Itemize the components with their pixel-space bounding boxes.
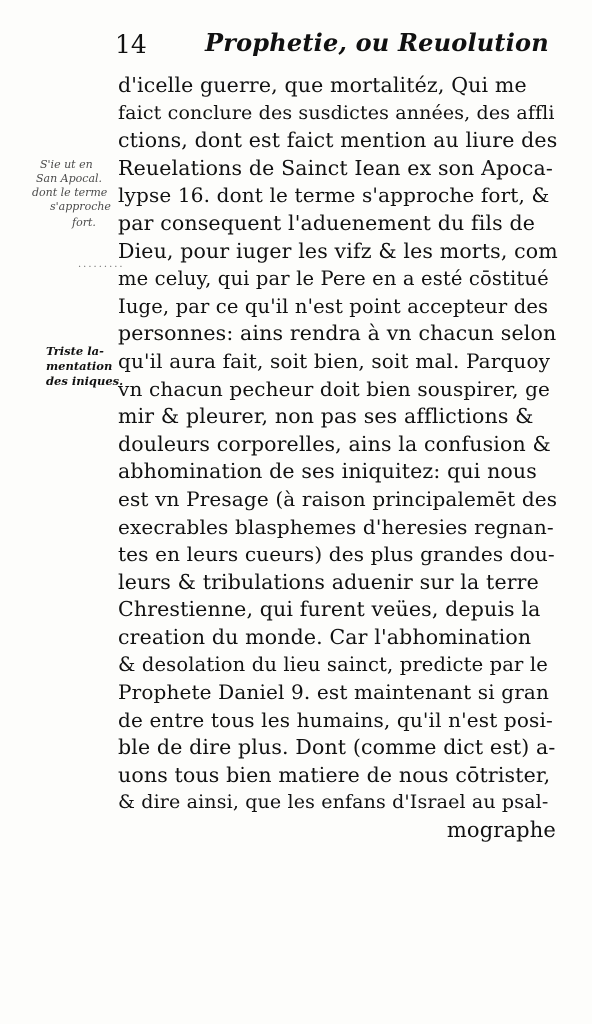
text-line: mir & pleurer, non pas ses afflictions &: [118, 404, 534, 429]
margin-notes: [0, 0, 125, 1024]
margin-note-line: des iniques.: [46, 374, 124, 388]
margin-note-line: dont le terme: [32, 186, 108, 199]
text-line: faict conclure des susdictes années, des affli: [118, 101, 555, 124]
text-line: douleurs corporelles, ains la confusion &: [118, 431, 551, 456]
text-line: Dieu, pour iuger les vifz & les morts, com: [118, 238, 558, 263]
text-line: & dire ainsi, que les enfans d'Israel au psal-: [118, 791, 549, 814]
text-line: ble de dire plus. Dont (comme dict est) a-: [118, 735, 556, 760]
margin-note-line: s'approche: [50, 200, 111, 213]
text-line: me celuy, qui par le Pere en a esté cōstitué: [118, 267, 549, 291]
text-line: abhomination de ses iniquitez: qui nous: [118, 459, 537, 484]
text-line: tes en leurs cueurs) des plus grandes dou-: [118, 542, 555, 567]
text-line: & desolation du lieu sainct, predicte par le: [118, 653, 548, 677]
text-line: Prophete Daniel 9. est maintenant si gran: [118, 680, 550, 705]
text-line: Reuelations de Sainct Iean ex son Apoca-: [118, 155, 553, 180]
text-line: personnes: ains rendra à vn chacun selon: [118, 321, 557, 346]
running-title: Prophetie, ou Reuolution: [205, 28, 549, 57]
text-line: qu'il aura fait, soit bien, soit mal. Parquoy: [118, 348, 551, 373]
text-line: de entre tous les humains, qu'il n'est posi-: [118, 707, 553, 732]
margin-note-line: San Apocal.: [36, 172, 103, 185]
text-line: Iuge, par ce qu'il n'est point accepteur des: [118, 294, 549, 318]
catchword: mographe: [446, 818, 556, 843]
margin-note-line: fort.: [72, 216, 96, 229]
text-line: ctions, dont est faict mention au liure des: [118, 128, 558, 153]
margin-dots: ·········: [78, 262, 125, 273]
text-line: uons tous bien matiere de nous cōtrister,: [118, 762, 551, 787]
text-line: leurs & tribulations aduenir sur la terre: [118, 569, 539, 594]
text-line: d'icelle guerre, que mortalitéz, Qui me: [118, 73, 527, 97]
text-line: vn chacun pecheur doit bien souspirer, ge: [118, 376, 551, 401]
text-line: est vn Presage (à raison principalemēt des: [118, 486, 558, 511]
text-line: creation du monde. Car l'abhomination: [118, 624, 532, 649]
margin-note-line: Triste la-: [46, 344, 104, 358]
text-line: execrables blasphemes d'heresies regnan-: [118, 514, 554, 539]
text-line: lypse 16. dont le terme s'approche fort, &: [118, 183, 550, 208]
margin-note-line: S'ie ut en: [40, 158, 93, 171]
text-line: par consequent l'aduenement du fils de: [118, 210, 536, 235]
page-header: [115, 26, 555, 66]
page-number: 14: [115, 30, 147, 59]
body-text: [118, 72, 558, 845]
text-line: Chrestienne, qui furent veües, depuis la: [118, 597, 541, 622]
margin-note-line: mentation: [46, 359, 113, 373]
